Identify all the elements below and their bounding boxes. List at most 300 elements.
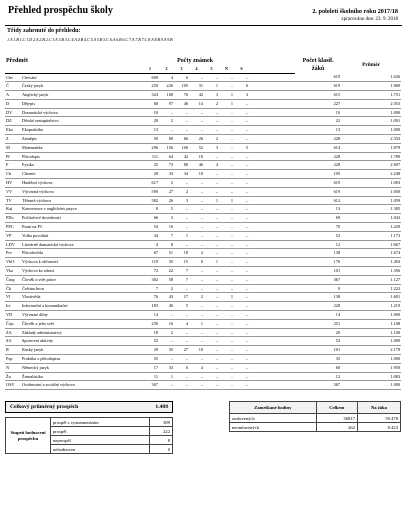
table-row	[5, 267, 401, 276]
subject-abbr: Př	[6, 153, 10, 159]
subject-name: Výtvarné dílny	[22, 312, 48, 318]
grade-count: –	[200, 74, 203, 80]
absence-label: omluvených	[230, 414, 317, 423]
grade-col-header: 2	[159, 66, 174, 73]
subject-name: Praktika z přírodopisu	[22, 356, 61, 361]
subject-name: Dramatická výchova	[22, 109, 58, 115]
grade-count: 29	[153, 347, 158, 353]
grade-count: –	[245, 241, 249, 247]
grade-count: –	[200, 127, 203, 133]
subject-name: Fyzika	[22, 162, 34, 168]
grade-count: –	[230, 118, 233, 124]
grade-col-header: 3	[174, 66, 189, 73]
subject-name: Dějepis	[22, 100, 36, 106]
table-row	[5, 187, 401, 196]
subject-average: 1.003	[390, 180, 401, 186]
grade-count: –	[215, 241, 218, 247]
grade-count: 3	[170, 215, 173, 221]
grade-count: 2	[170, 180, 173, 186]
grade-count: –	[245, 136, 249, 142]
grade-count: 43	[168, 294, 173, 300]
grade-count: –	[230, 215, 233, 221]
grade-count: –	[185, 285, 188, 291]
grade-count: –	[185, 241, 188, 247]
subject-average: 1.026	[390, 74, 401, 80]
grade-count: 2	[200, 250, 203, 256]
grade-count: –	[200, 338, 203, 344]
grade-count: –	[185, 224, 188, 230]
absence-col-per-pupil: Na žáka	[357, 402, 400, 414]
grade-count: –	[215, 382, 218, 388]
grade-count: –	[245, 224, 249, 230]
table-row	[5, 214, 401, 223]
grade-count: –	[230, 188, 233, 194]
grade-count: 6	[185, 74, 188, 80]
grade-count: –	[230, 364, 233, 370]
pupil-count: 101	[333, 347, 341, 353]
grade-count: 2	[170, 285, 173, 291]
grade-count: –	[245, 250, 249, 256]
subject-abbr: Vl	[6, 294, 11, 300]
grade-level-table	[5, 417, 173, 454]
grade-count: 5	[245, 144, 249, 150]
grade-count: 20	[153, 118, 158, 124]
grade-count: –	[245, 127, 249, 133]
subject-name: Sportovní aktivity	[22, 338, 54, 344]
subject-average: 2.178	[390, 347, 401, 353]
table-row	[5, 355, 401, 364]
grade-count: 42	[198, 92, 203, 98]
grade-level-value: 0	[150, 445, 173, 454]
subject-name: Matematika	[22, 144, 43, 150]
grade-count: –	[215, 188, 218, 194]
grade-count: 230	[151, 320, 158, 326]
pupil-count: 251	[333, 320, 341, 326]
grade-count: 51	[168, 250, 173, 256]
grade-count: –	[245, 197, 249, 203]
grade-count: –	[185, 127, 188, 133]
grade-count: 111	[151, 153, 158, 159]
grade-count: –	[200, 188, 203, 194]
grade-count: –	[215, 74, 218, 80]
subject-abbr: PPC	[6, 224, 14, 230]
subject-average: 2.053	[390, 100, 401, 106]
grade-count: –	[215, 320, 218, 326]
grade-count: –	[230, 180, 233, 186]
col-header-grades: Počty známek	[177, 58, 213, 65]
grade-count: –	[215, 180, 218, 186]
grade-count: –	[185, 118, 188, 124]
summary-right	[229, 401, 401, 432]
subject-average: 1.091	[390, 118, 401, 124]
grade-count: 18	[153, 329, 158, 335]
subject-average: 1.789	[390, 153, 401, 159]
grade-count: 168	[166, 92, 173, 98]
grade-count: –	[215, 109, 218, 115]
grade-count: –	[200, 373, 203, 379]
grade-count: 58	[168, 276, 173, 282]
grade-count: 35	[168, 347, 173, 353]
grade-count: 8	[155, 206, 158, 212]
subject-average: 1.127	[390, 276, 401, 282]
grade-count: –	[185, 373, 188, 379]
subject-average: 2.697	[390, 162, 401, 168]
subject-abbr: VV	[6, 188, 13, 194]
grade-count: 42	[183, 153, 188, 159]
grade-count: 2	[170, 118, 173, 124]
grade-count: –	[200, 215, 203, 221]
absence-row	[230, 414, 401, 423]
subject-name: Konverzace v anglickém jazyce	[22, 206, 77, 212]
subject-average: 1.000	[390, 109, 401, 115]
pupil-count: 228	[333, 136, 341, 142]
grade-count: –	[215, 224, 218, 230]
subject-abbr: DV	[6, 109, 13, 115]
grade-count: –	[215, 285, 218, 291]
grade-count: –	[215, 215, 218, 221]
grade-level-name: nehodnocen	[51, 445, 150, 454]
grade-count: –	[230, 259, 233, 265]
grade-count: –	[170, 109, 173, 115]
subject-name: Osobnostní a sociální výchova	[22, 382, 75, 388]
pupil-count: 176	[333, 259, 341, 265]
subject-average: 1.950	[390, 364, 401, 370]
pupil-count: 10	[335, 109, 341, 115]
absence-total: 262	[316, 423, 357, 432]
grade-count: 1	[230, 197, 233, 203]
grade-count: –	[200, 303, 203, 309]
grade-count: 64	[168, 153, 173, 159]
grade-count: 7	[155, 285, 158, 291]
table-row	[5, 91, 401, 100]
grade-count: –	[230, 162, 233, 168]
grade-count: 66	[153, 215, 158, 221]
grade-col-header: S	[234, 66, 249, 73]
grade-count: 2	[200, 294, 203, 300]
table-row	[5, 143, 401, 152]
table-row	[5, 73, 401, 82]
grade-count: 5	[170, 206, 173, 212]
subject-name: Volba povolání	[22, 232, 49, 238]
grade-count: –	[230, 329, 233, 335]
pupil-count: 35	[335, 356, 341, 361]
grade-level-value: 222	[150, 427, 173, 436]
subject-average: 1.229	[390, 224, 401, 230]
pupil-count: 615	[333, 92, 341, 98]
grade-count: –	[230, 285, 233, 291]
table-row	[5, 205, 401, 214]
overall-average-value: 1.488	[155, 404, 168, 410]
grade-count: –	[230, 232, 233, 238]
grade-count: –	[185, 338, 188, 344]
pupil-count: 138	[333, 250, 341, 256]
grade-col-header: 4	[189, 66, 204, 73]
table-row	[5, 231, 401, 240]
grade-count: –	[230, 312, 233, 318]
pupil-count: 69	[335, 215, 341, 221]
grade-count: 33	[168, 364, 173, 370]
pupil-count: 619	[333, 74, 341, 80]
grade-count: –	[245, 312, 249, 318]
subject-average: 1.869	[390, 83, 401, 89]
grade-count: –	[215, 373, 218, 379]
absence-table	[229, 401, 401, 432]
grade-count: –	[230, 347, 233, 353]
table-row	[5, 346, 401, 355]
subject-name: Anglický jazyk	[22, 92, 49, 98]
grade-count: –	[215, 127, 218, 133]
grade-count: –	[185, 215, 188, 221]
grade-count: 156	[166, 144, 173, 150]
subject-abbr: DZ	[6, 118, 12, 124]
grade-count: –	[215, 153, 218, 159]
grade-count: 10	[198, 171, 203, 177]
pupil-count: 228	[333, 153, 341, 159]
grade-count: 250	[151, 83, 158, 89]
table-row	[5, 381, 401, 390]
subject-name: Zeměpis	[22, 136, 37, 142]
grade-count: –	[170, 382, 173, 388]
grade-count: 52	[198, 144, 203, 150]
table-row	[5, 372, 401, 381]
grade-count: –	[185, 180, 188, 186]
subject-name: Informační a komunikační	[22, 303, 68, 309]
grade-count: 26	[198, 136, 203, 142]
grade-count: –	[245, 320, 249, 326]
pupil-count: 60	[335, 364, 341, 370]
grade-count: –	[230, 373, 233, 379]
grade-count: –	[245, 215, 249, 221]
pupil-count: 70	[335, 224, 341, 230]
grade-count: 2	[215, 100, 218, 106]
grade-count: 14	[198, 100, 203, 106]
grade-count: 8	[170, 241, 173, 247]
page-title: Přehled prospěchu školy	[8, 5, 113, 16]
grade-count: –	[200, 232, 203, 238]
subject-name: Chování	[22, 74, 37, 80]
subject-abbr: VD	[6, 312, 13, 318]
grade-count: 1	[215, 259, 218, 265]
grade-count: –	[200, 180, 203, 186]
grade-count: –	[245, 285, 249, 291]
col-header-average: Průměr	[362, 62, 381, 68]
grade-count: –	[215, 250, 218, 256]
grade-count: 1	[170, 373, 173, 379]
subject-average: 1.083	[390, 373, 401, 379]
grade-count: 68	[153, 100, 158, 106]
table-row	[5, 126, 401, 135]
grade-count: –	[245, 162, 249, 168]
grade-count: –	[245, 364, 249, 370]
subject-name: Literárně dramatická výchova	[22, 241, 74, 247]
grade-count: 72	[153, 268, 158, 274]
grade-count: –	[230, 241, 233, 247]
grade-count: 4	[215, 162, 218, 168]
subject-name: Člověk a jeho svět	[22, 320, 54, 326]
grade-count: 11	[153, 373, 158, 379]
subject-average: 1.385	[390, 206, 401, 212]
grade-count: –	[230, 320, 233, 326]
table-row	[5, 161, 401, 170]
subject-average: 1.356	[390, 268, 401, 274]
grade-count: –	[200, 268, 203, 274]
subject-name: Výchova k občanství	[22, 259, 59, 265]
grade-count: 66	[183, 136, 188, 142]
subject-average: 1.108	[390, 320, 401, 326]
grade-count: –	[185, 206, 188, 212]
grade-count: 28	[153, 171, 158, 177]
subject-name: Hudební výchova	[22, 180, 53, 186]
processed-date: zpracováno dne: 23. 9. 2018	[341, 17, 398, 22]
subject-abbr: M	[6, 144, 10, 150]
table-row	[5, 319, 401, 328]
grade-count: 31	[198, 83, 203, 89]
pupil-count: 22	[335, 118, 341, 124]
absence-total: 36817	[316, 414, 357, 423]
table-row	[5, 284, 401, 293]
subject-abbr: Ict	[6, 303, 11, 309]
subject-abbr: Kaj	[6, 206, 13, 212]
subject-abbr: Ch	[6, 171, 12, 177]
grade-count: –	[215, 303, 218, 309]
grade-count: –	[200, 382, 203, 388]
subject-name: Český jazyk	[22, 83, 44, 89]
grade-count: –	[245, 232, 249, 238]
subject-abbr: LDV	[6, 241, 15, 247]
absence-per: 59.478	[357, 414, 400, 423]
pupil-count: 367	[333, 382, 341, 388]
grade-count: –	[230, 83, 233, 89]
subject-average: 1.878	[390, 144, 401, 150]
grade-count: –	[185, 109, 188, 115]
grade-count: 617	[151, 180, 158, 186]
subject-average: 1.059	[390, 197, 401, 203]
grade-count: 324	[151, 92, 158, 98]
grade-level-label: Stupeň hodnocení prospěchu	[6, 418, 51, 454]
grade-count: 6	[245, 83, 249, 89]
subject-abbr: A	[6, 92, 10, 98]
grade-count: –	[245, 180, 249, 186]
grade-count: 590	[151, 188, 158, 194]
subject-average: 1.043	[390, 215, 401, 221]
grade-count: 7	[185, 268, 188, 274]
grade-count: 16	[168, 224, 173, 230]
grade-col-header: 1	[141, 66, 159, 73]
grade-count: –	[170, 338, 173, 344]
pupil-count: 13	[335, 206, 341, 212]
subject-abbr: Eko	[6, 127, 13, 133]
grade-count: –	[200, 285, 203, 291]
table-row	[5, 152, 401, 161]
grade-count: 33	[168, 171, 173, 177]
grade-count: 54	[153, 224, 158, 230]
subject-abbr: TV	[6, 197, 12, 203]
grade-count: 27	[183, 347, 188, 353]
grade-count: –	[215, 268, 218, 274]
subject-abbr: ZA	[6, 329, 12, 335]
grade-count: –	[245, 303, 249, 309]
subject-abbr: Z	[6, 136, 9, 142]
grade-count: 34	[183, 171, 188, 177]
grade-count: 609	[151, 74, 158, 80]
grade-count: –	[215, 171, 218, 177]
grade-count: 35	[153, 356, 158, 361]
subject-abbr: PDo	[6, 215, 14, 221]
grade-count: –	[215, 294, 218, 300]
grade-count: –	[245, 338, 249, 344]
grade-count: –	[215, 232, 218, 238]
grade-count: 7	[170, 232, 173, 238]
table-row	[5, 328, 401, 337]
pupil-count: 9	[337, 285, 341, 291]
grade-count: 52	[153, 338, 158, 344]
grade-count: 1	[230, 92, 233, 98]
grade-count: –	[200, 356, 203, 361]
subject-name: Psaní na PC	[22, 224, 43, 230]
grade-count: –	[230, 127, 233, 133]
grade-count: 6	[185, 364, 188, 370]
grade-count: 4	[200, 364, 203, 370]
grade-count: –	[200, 197, 203, 203]
table-row	[5, 99, 401, 108]
grade-count: 73	[168, 162, 173, 168]
summary-left	[5, 401, 173, 454]
subject-average: 1.219	[390, 303, 401, 309]
grade-count: 105	[181, 83, 188, 89]
grade-count: –	[245, 294, 249, 300]
grade-count: –	[200, 206, 203, 212]
header-divider	[5, 25, 402, 26]
classes-list: 1.A 1.B 1.C 1.D 2.A 2.B 2.C 3.A 3.B 3.C 4.A 4.B 4.C 5.A 5.B 5.C 6.A 6.B 6.C 7.A 7.B 7.C 8.A 8.B 9.A 9.B	[7, 37, 173, 42]
pupil-count: 619	[333, 180, 341, 186]
pupil-count: 20	[335, 329, 341, 335]
pupil-count: 228	[333, 303, 341, 309]
grade-count: –	[215, 364, 218, 370]
subject-name: Přírodověda	[22, 250, 44, 256]
grade-count: –	[245, 382, 249, 388]
col-header-subject: Předmět	[6, 58, 28, 65]
grade-count: –	[230, 224, 233, 230]
subject-average: 1.000	[390, 312, 401, 318]
grade-count: –	[245, 268, 249, 274]
table-row	[5, 135, 401, 144]
grade-col-header: N	[219, 66, 234, 73]
grade-count: –	[215, 329, 218, 335]
table-row	[5, 117, 401, 126]
grade-count: –	[200, 118, 203, 124]
grade-count: –	[230, 338, 233, 344]
subject-average: 2.248	[390, 171, 401, 177]
subject-average: 1.494	[390, 259, 401, 265]
subject-abbr: OSV	[6, 382, 15, 388]
grade-count: –	[185, 312, 188, 318]
grade-count: 18	[183, 250, 188, 256]
grade-count: –	[230, 268, 233, 274]
pupil-count: 12	[335, 373, 341, 379]
pupil-count: 105	[333, 171, 341, 177]
pupil-count: 367	[333, 276, 341, 282]
subject-average: 1.000	[390, 338, 401, 344]
subject-average: 1.050	[390, 188, 401, 194]
grade-count: –	[230, 144, 233, 150]
grade-count: –	[170, 356, 173, 361]
grade-count: 4	[185, 320, 188, 326]
absence-col-total: Celkem	[316, 402, 357, 414]
table-row	[5, 179, 401, 188]
subject-abbr: D	[6, 100, 10, 106]
grade-count: –	[245, 100, 249, 106]
grade-count: –	[230, 74, 233, 80]
